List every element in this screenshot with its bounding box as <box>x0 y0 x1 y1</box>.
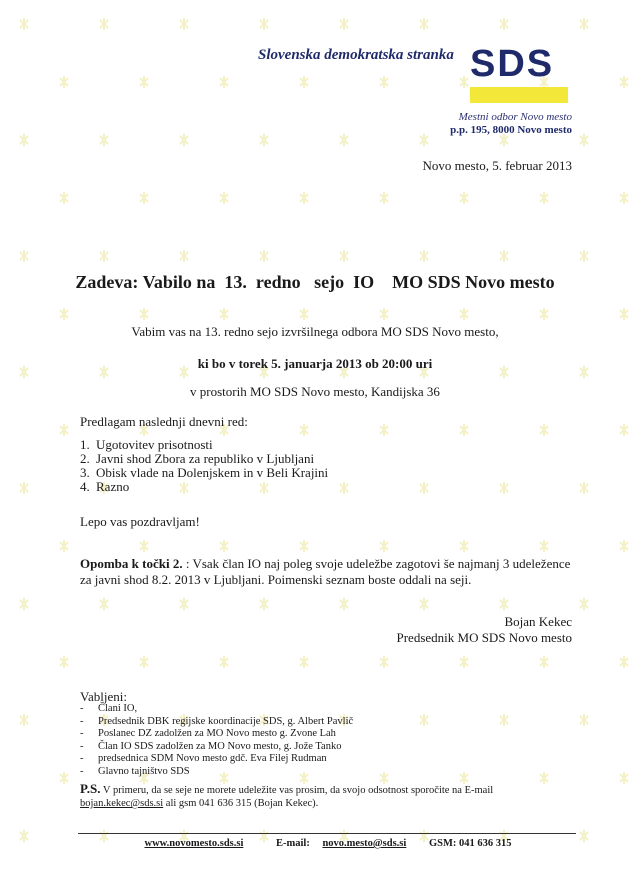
watermark-mark <box>300 540 308 552</box>
agenda-item: 1. Ugotovitev prisotnosti <box>80 437 213 452</box>
footer-website-link[interactable]: www.novomesto.sds.si <box>144 838 244 849</box>
watermark-mark <box>180 18 188 30</box>
watermark-mark <box>420 598 428 610</box>
watermark-mark <box>300 424 308 436</box>
watermark-mark <box>60 76 68 88</box>
invited-list <box>80 703 353 778</box>
watermark-mark <box>220 656 228 668</box>
watermark-mark <box>220 76 228 88</box>
watermark-mark <box>540 540 548 552</box>
watermark-mark <box>540 192 548 204</box>
watermark-mark <box>420 18 428 30</box>
watermark-mark <box>260 250 268 262</box>
watermark-mark <box>380 540 388 552</box>
watermark-mark <box>60 308 68 320</box>
watermark-mark <box>20 134 28 146</box>
watermark-mark <box>100 18 108 30</box>
watermark-mark <box>540 424 548 436</box>
watermark-mark <box>300 192 308 204</box>
watermark-mark <box>620 772 628 784</box>
agenda-item: 2. Javni shod Zbora za republiko v Ljubljani <box>80 451 315 466</box>
footer-email-link[interactable]: novo.mesto@sds.si <box>322 838 407 849</box>
watermark-mark <box>340 250 348 262</box>
agenda-item: 3. Obisk vlade na Dolenjskem in v Beli Krajini <box>80 465 329 480</box>
watermark-mark <box>60 656 68 668</box>
party-name: Slovenska demokratska stranka <box>258 47 454 63</box>
watermark-mark <box>460 192 468 204</box>
agenda-intro: Predlagam naslednji dnevni red: <box>80 414 248 429</box>
watermark-mark <box>180 134 188 146</box>
watermark-mark <box>420 134 428 146</box>
watermark-mark <box>260 598 268 610</box>
invited-label: Vabljeni: <box>80 689 127 704</box>
note-label: Opomba k točki 2. <box>80 556 183 571</box>
watermark-mark <box>140 540 148 552</box>
watermark-mark <box>220 308 228 320</box>
footer <box>80 838 576 849</box>
logo-yellow-bar <box>470 87 568 103</box>
watermark-mark <box>500 250 508 262</box>
watermark-mark <box>20 830 28 842</box>
ps-label: P.S. <box>80 781 101 796</box>
ps-email-link[interactable]: bojan.kekec@sds.si <box>80 798 164 809</box>
board-name: Mestni odbor Novo mesto <box>458 111 572 123</box>
watermark-mark <box>60 192 68 204</box>
watermark-mark <box>580 482 588 494</box>
watermark-mark <box>420 250 428 262</box>
watermark-mark <box>340 482 348 494</box>
watermark-mark <box>20 714 28 726</box>
agenda-item: 4. Razno <box>80 479 130 494</box>
signature-title: Predsednik MO SDS Novo mesto <box>396 630 572 645</box>
signature-name: Bojan Kekec <box>504 614 572 629</box>
watermark-mark <box>300 656 308 668</box>
watermark-mark <box>500 482 508 494</box>
watermark-mark <box>140 76 148 88</box>
watermark-mark <box>220 192 228 204</box>
logo-text: SDS <box>470 43 555 85</box>
watermark-mark <box>20 250 28 262</box>
footer-email-label: E-mail: <box>276 838 313 849</box>
watermark-mark <box>380 76 388 88</box>
invited-item: - Glavno tajništvo SDS <box>80 765 190 777</box>
watermark-mark <box>460 76 468 88</box>
watermark-mark <box>60 540 68 552</box>
watermark-mark <box>540 308 548 320</box>
watermark-mark <box>20 598 28 610</box>
postscript <box>80 782 580 810</box>
watermark-mark <box>500 714 508 726</box>
watermark-mark <box>340 18 348 30</box>
watermark-mark <box>140 656 148 668</box>
watermark-mark <box>620 424 628 436</box>
watermark-mark <box>580 250 588 262</box>
invited-item: - Član IO SDS zadolžen za MO Novo mesto, g. Jože Tanko <box>80 740 342 752</box>
watermark-mark <box>100 250 108 262</box>
invitation-intro: Vabim vas na 13. redno sejo izvršilnega odbora MO SDS Novo mesto, <box>131 324 499 339</box>
watermark-mark <box>460 540 468 552</box>
watermark-mark <box>140 308 148 320</box>
watermark-mark <box>420 714 428 726</box>
watermark-mark <box>20 18 28 30</box>
watermark-mark <box>580 598 588 610</box>
watermark-mark <box>580 714 588 726</box>
watermark-mark <box>500 18 508 30</box>
postal-address: p.p. 195, 8000 Novo mesto <box>450 124 572 136</box>
watermark-mark <box>460 424 468 436</box>
agenda-list <box>80 438 328 494</box>
invited-item: - predsednica SDM Novo mesto gdč. Eva Filej Rudman <box>80 753 327 764</box>
watermark-mark <box>620 308 628 320</box>
watermark-mark <box>580 830 588 842</box>
meeting-time: ki bo v torek 5. januarja 2013 ob 20:00 uri <box>197 356 433 371</box>
letter-subject: Zadeva: Vabilo na 13. redno sejo IO MO SDS Novo mesto <box>75 272 555 292</box>
watermark-mark <box>100 134 108 146</box>
watermark-mark <box>380 308 388 320</box>
watermark-mark <box>60 424 68 436</box>
ps-text: V primeru, da se seje ne morete udeležite vas prosim, da svojo odsotnost sporočite na E-mail <box>100 785 494 796</box>
watermark-mark <box>300 76 308 88</box>
watermark-mark <box>220 540 228 552</box>
greeting: Lepo vas pozdravljam! <box>80 514 200 529</box>
letter-date: Novo mesto, 5. februar 2013 <box>422 158 572 173</box>
watermark-mark <box>620 540 628 552</box>
watermark-mark <box>20 482 28 494</box>
watermark-mark <box>340 598 348 610</box>
watermark-mark <box>300 308 308 320</box>
watermark-mark <box>580 18 588 30</box>
watermark-mark <box>380 424 388 436</box>
invited-item: - Predsednik DBK regijske koordinacije SDS, g. Albert Pavlič <box>80 715 354 727</box>
watermark-mark <box>620 656 628 668</box>
watermark-mark <box>180 250 188 262</box>
watermark-mark <box>620 76 628 88</box>
watermark-mark <box>460 656 468 668</box>
watermark-mark <box>260 134 268 146</box>
watermark-mark <box>540 656 548 668</box>
watermark-mark <box>60 772 68 784</box>
meeting-location: v prostorih MO SDS Novo mesto, Kandijska 36 <box>190 384 440 399</box>
footer-gsm: GSM: 041 636 315 <box>428 838 512 849</box>
watermark-mark <box>420 482 428 494</box>
footer-divider <box>78 833 576 834</box>
invited-item: - Poslanec DZ zadolžen za MO Novo mesto g. Zvone Lah <box>80 728 336 739</box>
watermark-mark <box>500 598 508 610</box>
watermark-mark <box>380 656 388 668</box>
invited-item: - Člani IO, <box>80 703 138 714</box>
note-text: : Vsak član IO naj poleg svoje udeležbe zagotovi še najmanj 3 udeležence za javni shod 8.2. 2013 v Ljubljani. Poimenski seznam boste oddali na seji. <box>80 556 571 587</box>
watermark-mark <box>620 192 628 204</box>
watermark-mark <box>260 18 268 30</box>
ps-text-2: ali gsm 041 636 315 (Bojan Kekec). <box>163 798 319 809</box>
watermark-mark <box>340 134 348 146</box>
note-paragraph <box>80 556 576 588</box>
sds-logo <box>470 43 568 105</box>
watermark-mark <box>580 134 588 146</box>
watermark-mark <box>380 192 388 204</box>
watermark-mark <box>140 192 148 204</box>
watermark-mark <box>100 598 108 610</box>
watermark-mark <box>460 308 468 320</box>
watermark-mark <box>180 598 188 610</box>
